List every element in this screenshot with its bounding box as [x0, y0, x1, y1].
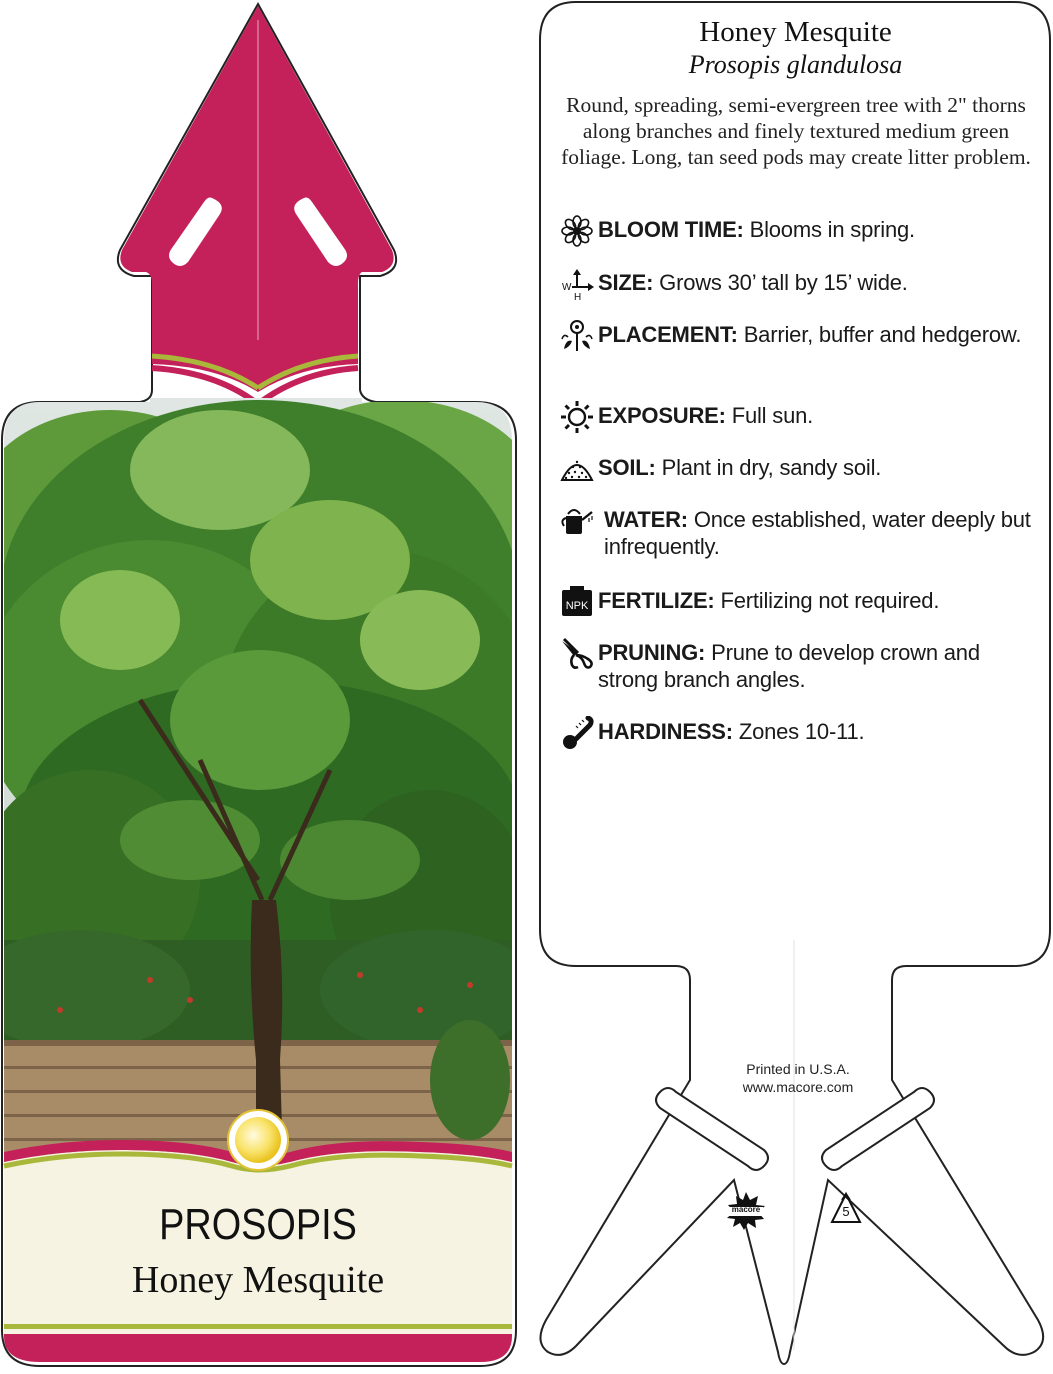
- care-value: Once established, water deeply but infrequently.: [604, 507, 1031, 559]
- care-value: Barrier, buffer and hedgerow.: [743, 322, 1022, 347]
- honey-mesquite-tree-photo: [0, 398, 520, 1170]
- macore-logo-text: macore: [731, 1205, 761, 1214]
- care-label: SOIL:: [598, 455, 656, 480]
- care-label: PLACEMENT:: [598, 322, 738, 347]
- care-label: EXPOSURE:: [598, 403, 726, 428]
- care-label: WATER:: [604, 507, 688, 532]
- care-value: Blooms in spring.: [749, 217, 915, 242]
- size-width-letter: W: [562, 282, 572, 293]
- recycle-code: 5: [842, 1204, 850, 1219]
- care-label: PRUNING:: [598, 640, 706, 665]
- bloom-flower-icon: [560, 214, 594, 248]
- common-name: Honey Mesquite: [131, 1259, 385, 1301]
- thermometer-icon: [560, 716, 594, 750]
- care-value: Full sun.: [731, 403, 814, 428]
- plant-description: Round, spreading, semi-evergreen tree with 2" thorns along branches and finely textured medium green foliage. Long, tan seed pods may create litter problem.: [561, 93, 1031, 169]
- placement-plants-icon: [560, 319, 594, 353]
- tag-front-artwork: [0, 0, 520, 1369]
- care-value: Plant in dry, sandy soil.: [661, 455, 882, 480]
- size-height-letter: H: [574, 292, 582, 301]
- full-sun-badge-icon: [228, 1110, 288, 1170]
- care-value: Fertilizing not required.: [720, 588, 940, 613]
- plant-tag-back: [538, 0, 1053, 1369]
- fertilizer-npk-icon: [560, 585, 594, 619]
- size-arrows-icon: [560, 267, 594, 301]
- care-value: Grows 30’ tall by 15’ wide.: [659, 270, 908, 295]
- genus-name: PROSOPIS: [159, 1200, 357, 1249]
- npk-label: NPK: [565, 600, 589, 612]
- plant-title: Honey Mesquite: [699, 16, 892, 48]
- label-panel: [4, 1150, 512, 1362]
- botanical-name: Prosopis glandulosa: [688, 50, 903, 79]
- care-label: HARDINESS:: [598, 719, 733, 744]
- care-label: SIZE:: [598, 270, 654, 295]
- macore-website: www.macore.com: [742, 1079, 854, 1095]
- plant-tag-front: [0, 0, 520, 1369]
- care-value: Zones 10-11.: [738, 719, 865, 744]
- care-label: BLOOM TIME:: [598, 217, 744, 242]
- sun-exposure-icon: [560, 400, 594, 434]
- soil-mound-icon: [560, 452, 594, 486]
- care-value: Prune to develop crown and strong branch angles.: [598, 640, 980, 692]
- watering-can-icon: [560, 504, 594, 538]
- pruning-shears-icon: [560, 637, 594, 671]
- printed-in-usa: Printed in U.S.A.: [746, 1061, 850, 1077]
- tag-arrow-head: [120, 6, 393, 356]
- care-label: FERTILIZE:: [598, 588, 715, 613]
